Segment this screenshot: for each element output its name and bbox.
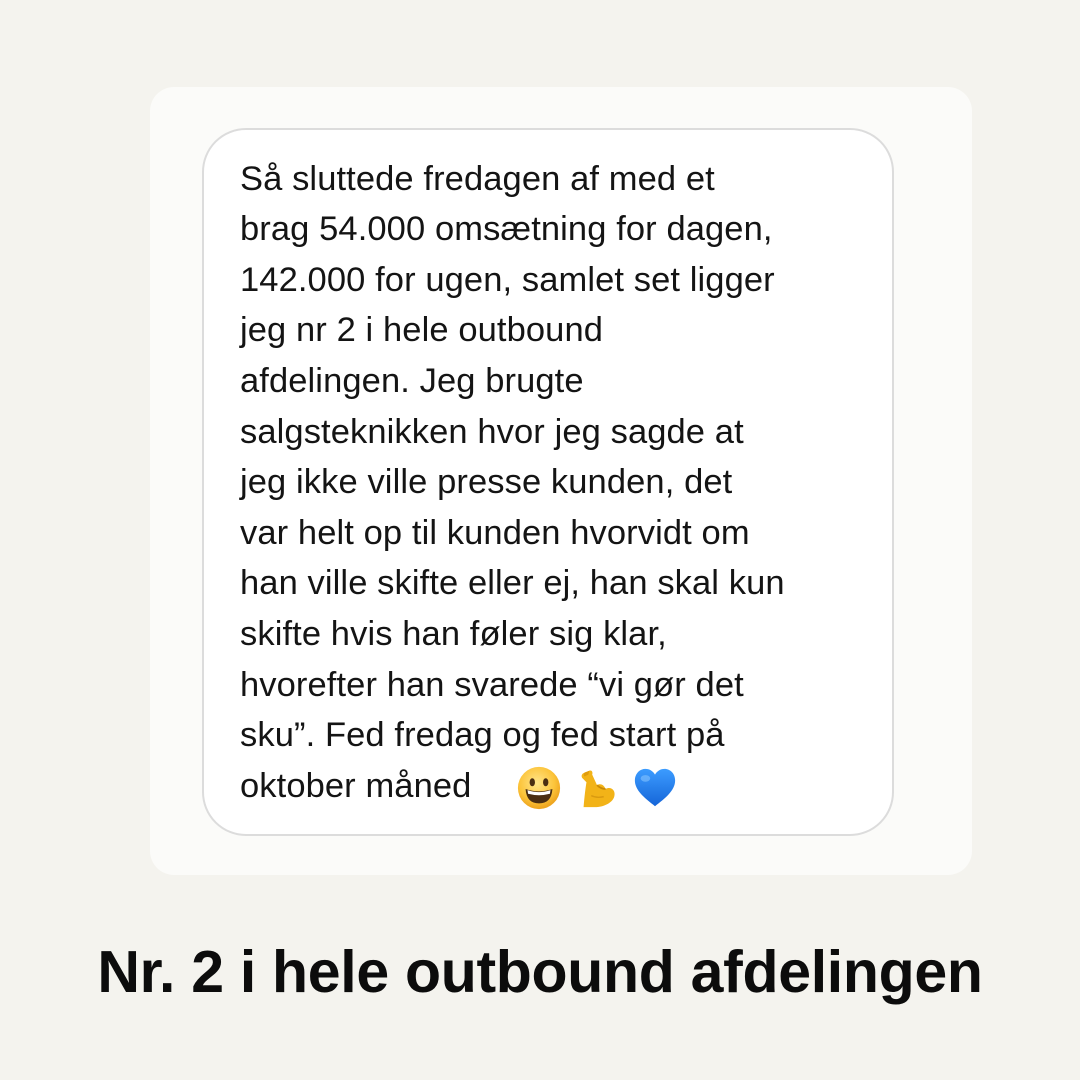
message-line: jeg nr 2 i hele outbound <box>240 311 604 349</box>
flexed-biceps-icon <box>574 765 620 811</box>
message-line: salgsteknikken hvor jeg sagde at <box>240 413 744 451</box>
message-line: 142.000 for ugen, samlet set ligger <box>240 261 775 299</box>
grinning-face-icon <box>516 765 562 811</box>
message-line: han ville skifte eller ej, han skal kun <box>240 564 785 602</box>
message-line: skifte hvis han føler sig klar, <box>240 615 667 653</box>
blue-heart-icon <box>632 765 678 811</box>
message-line: afdelingen. Jeg brugte <box>240 362 584 400</box>
message-line: jeg ikke ville presse kunden, det <box>240 463 733 501</box>
message-line: brag 54.000 omsætning for dagen, <box>240 210 773 248</box>
message-line: var helt op til kunden hvorvidt om <box>240 514 750 552</box>
message-line: oktober måned <box>240 767 472 805</box>
emoji-row <box>516 764 690 812</box>
message-line: hvorefter han svarede “vi gør det <box>240 666 744 704</box>
message-line: Så sluttede fredagen af med et <box>240 160 715 198</box>
message-line: sku”. Fed fredag og fed start på <box>240 716 725 754</box>
caption-title: Nr. 2 i hele outbound afdelingen <box>97 939 983 1005</box>
